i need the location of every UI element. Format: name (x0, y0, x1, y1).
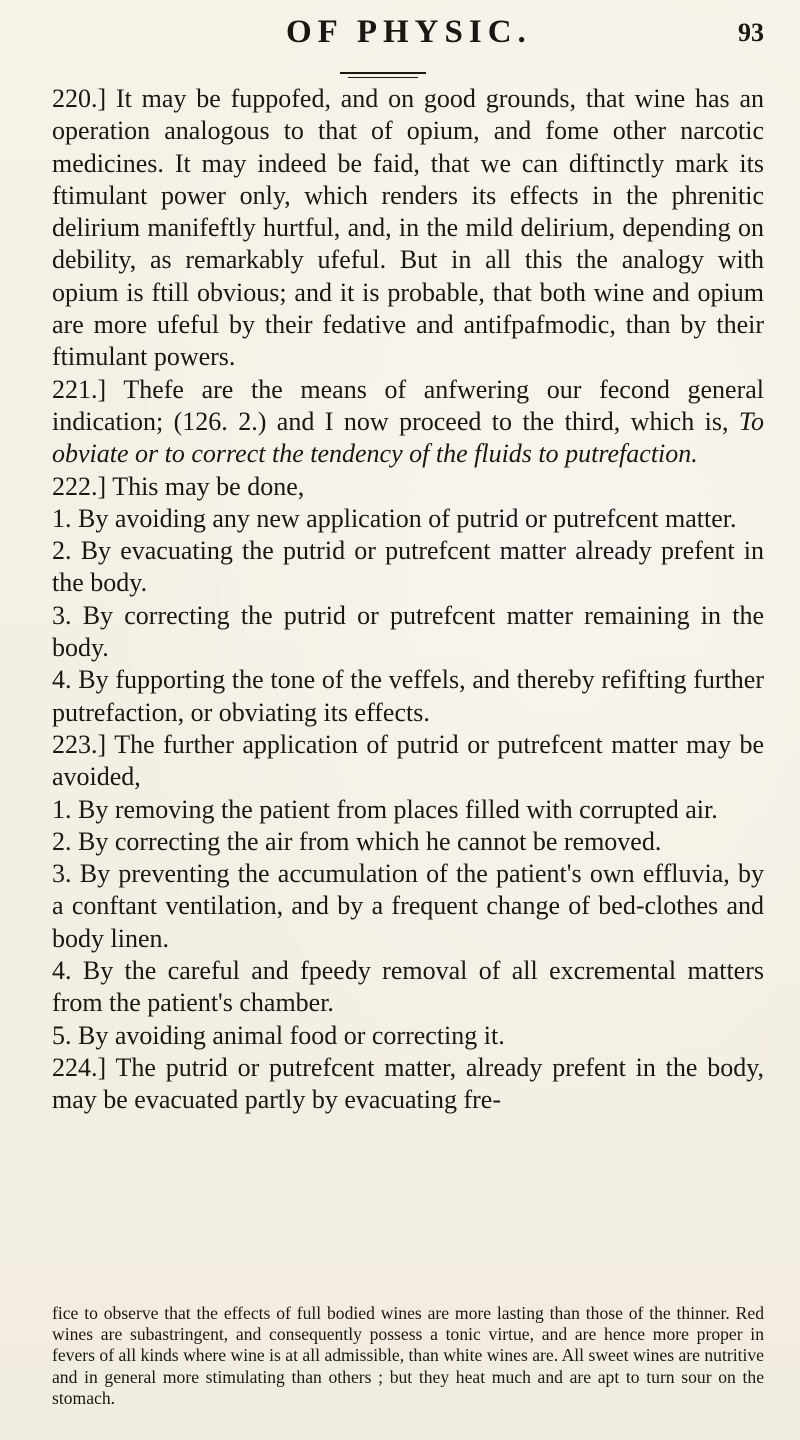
paragraph-223: 223.] The further application of putrid or putrefcent matter may be avoided, (52, 729, 764, 792)
list-item: 4. By fupporting the tone of the veffels, and thereby refifting further putrefaction, or obviating its effects. (52, 665, 764, 727)
list-item: 1. By avoiding any new application of putrid or putrefcent matter. (52, 503, 737, 533)
paragraph-220: 220.] It may be fuppofed, and on good grounds, that wine has an operation analogous to that of opium, and fome other narcotic medicines. It may indeed be faid, that we can diftinctly mark its ftimulant power only, which renders its effects in the phrenitic delirium manifeftly hurtful, and, in the mild delirium, depending on debility, as remarkably ufeful. But in all this the analogy with opium is ftill obvious; and it is probable, that both wine and opium are more ufeful by their fedative and antifpafmodic, than by their ftimulant powers. (52, 84, 764, 372)
paragraph-221-text: 221.] Thefe are the means of anfwering our fecond general indication; (126. 2.) and I now proceed to the third, which is, (52, 374, 764, 436)
list-item: 4. By the careful and fpeedy removal of all excremental matters from the patient's chamber. (52, 956, 764, 1018)
list-item: 2. By correcting the air from which he cannot be removed. (52, 826, 662, 856)
list-item: 2. By evacuating the putrid or putrefcent matter already prefent in the body. (52, 536, 764, 598)
paragraph-221 (52, 374, 764, 471)
body-text (52, 83, 764, 1117)
header-rule (340, 72, 426, 74)
list-item: 3. By preventing the accumulation of the patient's own effluvia, by a conftant ventilation, and by a frequent change of bed-clothes and body linen. (52, 859, 764, 953)
paragraph-222: 222.] This may be done, (52, 471, 305, 501)
page-number: 93 (738, 18, 764, 47)
footnote-text: fice to observe that the effects of full bodied wines are more lasting than those of the thinner. Red wines are subastringent, and consequently possess a tonic virtue, and are hence more proper in fevers of all kinds where wine is at all admissible, than white wines are. All sweet wines are nutritive and in general more stimulating than others ; but they heat much and are apt to turn sour on the stomach. (52, 1303, 764, 1408)
third-indication: To obviate or to correct the tendency of the fluids to putrefaction. (52, 406, 764, 469)
footnote (52, 1303, 764, 1409)
list-item: 1. By removing the patient from places filled with corrupted air. (52, 794, 718, 824)
list-item: 3. By correcting the putrid or putrefcent matter remaining in the body. (52, 600, 764, 663)
paragraph-224: 224.] The putrid or putrefcent matter, already prefent in the body, may be evacuated partly by evacuating fre- (52, 1052, 764, 1115)
page-header (0, 14, 800, 54)
running-title: OF PHYSIC. (286, 14, 532, 50)
header-rule-thin (348, 77, 418, 78)
list-item: 5. By avoiding animal food or correcting it. (52, 1020, 505, 1050)
